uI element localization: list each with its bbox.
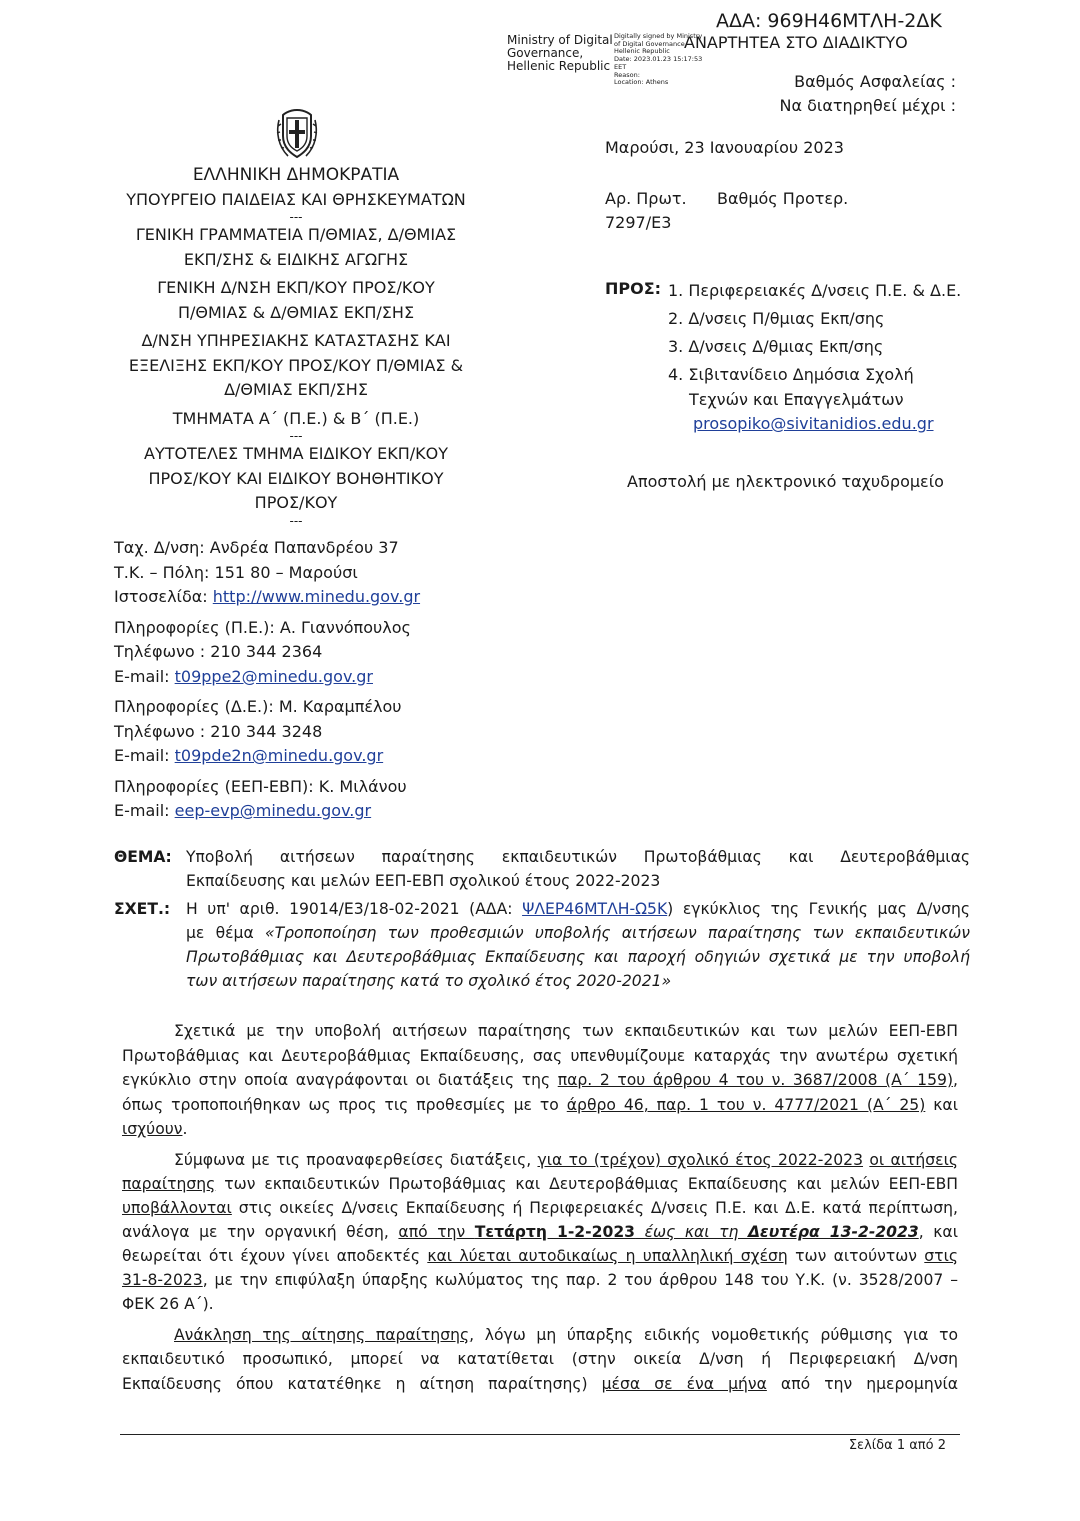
recipient-email-link[interactable]: prosopiko@sivitanidios.edu.gr: [693, 414, 934, 433]
related-line: Πρωτοβάθμιας και Δευτεροβάθμιας Εκπαίδευσης και παροχή οδηγιών σχετικά με την υποβολή: [186, 948, 970, 966]
directorate-line: Δ/ΘΜΙΑΣ ΕΚΠ/ΣΗΣ: [224, 380, 368, 399]
footer-rule: [120, 1434, 960, 1435]
related-line: [186, 921, 970, 946]
para3-line: εκπαιδευτικό προσωπικό, μπορεί να κατατίθεται (στην οικεία Δ/νση ή Περιφερειακή Δ/νση: [122, 1350, 958, 1368]
para1-line: [122, 1068, 958, 1093]
para2-emphasis: στις: [924, 1247, 958, 1265]
para3-line: [122, 1372, 958, 1397]
para3-text: , λόγω μη ύπαρξης ειδικής νομοθετικής ρύθμισης για το: [469, 1326, 959, 1344]
email-de-link[interactable]: t09pde2n@minedu.gov.gr: [174, 746, 384, 765]
security-grade: Βαθμός Ασφαλείας :: [794, 72, 956, 91]
directorate-line: Δ/ΝΣΗ ΥΠΗΡΕΣΙΑΚΗΣ ΚΑΤΑΣΤΑΣΗΣ ΚΑΙ: [141, 331, 451, 350]
signature-stamp-line: EET: [614, 62, 627, 71]
para2-start-date: Τετάρτη 1-2-2023: [474, 1223, 636, 1241]
signature-stamp-line: Digitally signed by Ministry: [614, 32, 703, 40]
info-de: Πληροφορίες (Δ.Ε.): Μ. Καραμπέλου: [114, 697, 402, 716]
para3-text: Εκπαίδευσης όπου κατατέθηκε η αίτηση παραίτησης): [122, 1375, 602, 1393]
related-line: των αιτήσεων παραίτησης κατά το σχολικό έτος 2020-2021»: [186, 972, 672, 990]
separator: ---: [289, 513, 303, 528]
para2-emphasis: παραίτησης: [122, 1175, 216, 1193]
para2-text: , με την επιφύλαξη ύπαρξης κωλύματος της παρ. 2 του άρθρου 148 του Υ.Κ. (ν. 3528/2007 –: [202, 1271, 958, 1289]
signature-stamp-line: Reason:: [614, 70, 640, 79]
independent-dept-line: ΠΡΟΣ/ΚΟΥ: [254, 493, 338, 512]
subject-line: Υποβολή αιτήσεων παραίτησης εκπαιδευτικών Πρωτοβάθμιας και Δευτεροβάθμιας: [186, 848, 970, 866]
independent-dept-line: ΑΥΤΟΤΕΛΕΣ ΤΜΗΜΑ ΕΙΔΙΚΟΥ ΕΚΠ/ΚΟΥ: [144, 444, 448, 463]
email-eep-row: [114, 799, 534, 824]
para1-line: Σχετικά με την υποβολή αιτήσεων παραίτησης των εκπαιδευτικών και των μελών ΕΕΠ-ΕΒΠ: [174, 1022, 958, 1040]
para2-text: των εκπαιδευτικών Πρωτοβάθμιας και Δευτεροβάθμιας Εκπαίδευσης και μελών ΕΕΠ-ΕΒΠ: [215, 1175, 958, 1193]
country-name: ΕΛΛΗΝΙΚΗ ΔΗΜΟΚΡΑΤΙΑ: [192, 165, 400, 185]
postcode-city: Τ.Κ. – Πόλη: 151 80 – Μαρούσι: [114, 562, 358, 582]
para2-line: [122, 1268, 958, 1293]
related-ada-link[interactable]: ΨΛΕΡ46ΜΤΛΗ-Ω5Κ: [522, 900, 668, 918]
para1-text: εγκύκλιο στην οποία αναγράφονται οι διατάξεις της: [122, 1071, 558, 1089]
digital-signature-org: [507, 34, 613, 73]
greek-emblem-icon: [274, 106, 320, 162]
phone-pe: Τηλέφωνο : 210 344 2364: [114, 642, 323, 661]
signature-stamp-line: Date: 2023.01.23 15:17:53: [614, 55, 703, 64]
sender-header: [106, 163, 486, 527]
email-label: E-mail:: [114, 746, 175, 765]
signature-org-line: Governance,: [507, 46, 584, 60]
page-number: Σελίδα 1 από 2: [848, 1438, 946, 1453]
email-label: E-mail:: [114, 666, 175, 686]
related-line: [186, 897, 970, 922]
para3-text: από την ημερομηνία: [766, 1375, 958, 1393]
para3-emphasis: Ανάκληση της αίτησης παραίτησης: [174, 1326, 470, 1344]
protocol-number: 7297/Ε3: [605, 213, 672, 232]
para2-end-date: Δευτέρα 13-2-2023: [747, 1223, 919, 1241]
related-label: ΣΧΕΤ.:: [114, 900, 171, 918]
recipients-list: [668, 277, 988, 437]
para1-line: [122, 1093, 958, 1118]
para2-date-range: έως και τη: [635, 1223, 748, 1241]
email-de-row: [114, 744, 534, 769]
para1-line: [122, 1117, 187, 1142]
priority-label: Βαθμός Προτερ.: [717, 189, 849, 208]
para1-text: ισχύουν: [122, 1120, 183, 1138]
para2-text: θεωρείται ότι έχουν γίνει αποδεκτές: [122, 1247, 428, 1265]
para3-line: [174, 1323, 958, 1348]
related-text: με θέμα: [186, 924, 265, 942]
para1-text: και: [925, 1096, 958, 1114]
gen-directorate-line: ΓΕΝΙΚΗ Δ/ΝΣΗ ΕΚΠ/ΚΟΥ ΠΡΟΣ/ΚΟΥ: [157, 278, 435, 297]
para2-line: ΦΕΚ 26 Α΄).: [122, 1295, 214, 1313]
phone-de: Τηλέφωνο : 210 344 3248: [114, 721, 323, 741]
signature-org-line: Ministry of Digital: [507, 33, 613, 47]
protocol-label: Αρ. Πρωτ.: [605, 189, 687, 208]
para2-text: , και: [918, 1223, 958, 1241]
signature-stamp-line: Location: Athens: [614, 78, 669, 87]
website-link[interactable]: http://www.minedu.gov.gr: [212, 587, 421, 606]
para2-date-range: από την: [398, 1223, 475, 1241]
related-title: «Τροποποίηση των προθεσμιών υποβολής αιτήσεων παραίτησης των εκπαιδευτικών: [264, 924, 971, 942]
recipient-item: 4. Σιβιτανίδειο Δημόσια Σχολή: [668, 365, 914, 384]
contact-details: [114, 536, 534, 824]
para2-text: ανάλογα με την οργανική θέση,: [122, 1223, 399, 1241]
para1-line: Πρωτοβάθμιας και Δευτεροβάθμιας Εκπαίδευσης, σας υπενθυμίζουμε καταρχάς την ανωτέρω σχετική: [122, 1047, 958, 1065]
related-text: Η υπ' αριθ. 19014/Ε3/18-02-2021 (ΑΔΑ:: [186, 900, 523, 918]
address: Ταχ. Δ/νση: Ανδρέα Παπανδρέου 37: [114, 538, 399, 557]
para2-line: [122, 1196, 958, 1221]
para1-text: όπως τροποποιήθηκαν ως προς τις προθεσμίες με το: [122, 1096, 567, 1114]
recipient-item: 2. Δ/νσεις Π/θμιας Εκπ/σης: [668, 309, 885, 328]
para1-text: .: [182, 1120, 188, 1138]
delivery-note: Αποστολή με ηλεκτρονικό ταχυδρομείο: [627, 472, 944, 491]
info-pe: Πληροφορίες (Π.Ε.): Α. Γιαννόπουλος: [114, 617, 411, 637]
departments: ΤΜΗΜΑΤΑ Α΄ (Π.Ε.) & Β΄ (Π.Ε.): [172, 408, 420, 428]
recipient-email-row: [668, 411, 988, 437]
recipient-item: Τεχνών και Επαγγελμάτων: [689, 390, 904, 409]
signature-org-line: Hellenic Republic: [507, 59, 611, 73]
directorate-line: ΕΞΕΛΙΞΗΣ ΕΚΠ/ΚΟΥ ΠΡΟΣ/ΚΟΥ Π/ΘΜΙΑΣ &: [128, 355, 464, 375]
para2-emphasis: για το (τρέχον) σχολικό έτος 2022-2023: [537, 1151, 864, 1169]
para1-text: ,: [953, 1071, 958, 1089]
subject-line: Εκπαίδευσης και μελών ΕΕΠ-ΕΒΠ σχολικού έτους 2022-2023: [186, 872, 661, 890]
signature-stamp-line: of Digital Governance,: [614, 39, 687, 48]
para2-emphasis: οι αιτήσεις: [869, 1151, 959, 1169]
para2-text: στις οικείες Δ/νσεις Εκπαίδευσης ή Περιφερειακές Δ/νσεις Π.Ε. και Δ.Ε. κατά περίπτωση,: [231, 1199, 958, 1217]
post-notice: ΑΝΑΡΤΗΤΕΑ ΣΤΟ ΔΙΑΔΙΚΤΥΟ: [684, 33, 908, 52]
website-label: Ιστοσελίδα:: [114, 587, 213, 606]
email-eep-link[interactable]: eep-evp@minedu.gov.gr: [174, 801, 372, 820]
para2-line: [174, 1148, 958, 1173]
para2-emphasis: και λύεται αυτοδικαίως η υπαλληλική σχέση: [427, 1247, 788, 1265]
para1-law-ref: άρθρο 46, παρ. 1 του ν. 4777/2021 (Α΄ 25): [566, 1096, 926, 1114]
keep-until: Να διατηρηθεί μέχρι :: [779, 96, 956, 115]
para3-emphasis: μέσα σε ένα μήνα: [601, 1375, 767, 1393]
para2-line: [122, 1172, 958, 1197]
email-pe-row: [114, 665, 534, 690]
independent-dept-line: ΠΡΟΣ/ΚΟΥ ΚΑΙ ΕΙΔΙΚΟΥ ΒΟΗΘΗΤΙΚΟΥ: [148, 468, 444, 488]
para2-emphasis: 31-8-2023: [122, 1271, 203, 1289]
recipient-item: 1. Περιφερειακές Δ/νσεις Π.Ε. & Δ.Ε.: [668, 281, 962, 300]
ada-code: ΑΔΑ: 969Η46ΜΤΛΗ-2ΔΚ: [716, 10, 942, 32]
gen-secretariat-line: ΕΚΠ/ΣΗΣ & ΕΙΔΙΚΗΣ ΑΓΩΓΗΣ: [183, 249, 409, 269]
separator: ---: [289, 429, 303, 443]
para1-law-ref: παρ. 2 του άρθρου 4 του ν. 3687/2008 (Α΄ 159): [557, 1071, 954, 1089]
gen-directorate-line: Π/ΘΜΙΑΣ & Δ/ΘΜΙΑΣ ΕΚΠ/ΣΗΣ: [177, 302, 415, 322]
website-row: [114, 585, 534, 610]
email-label: E-mail:: [114, 801, 175, 820]
para2-emphasis: υποβάλλονται: [122, 1199, 232, 1217]
coat-of-arms-emblem: [274, 106, 320, 162]
signature-stamp-line: Hellenic Republic: [614, 47, 670, 56]
subject-label: ΘΕΜΑ:: [114, 848, 172, 866]
gen-secretariat-line: ΓΕΝΙΚΗ ΓΡΑΜΜΑΤΕΙΑ Π/ΘΜΙΑΣ, Δ/ΘΜΙΑΣ: [135, 225, 457, 244]
para2-text: των αιτούντων: [787, 1247, 925, 1265]
related-text: ) εγκύκλιος της Γενικής μας Δ/νσης: [667, 900, 970, 918]
para2-text: Σύμφωνα με τις προαναφερθείσες διατάξεις,: [174, 1151, 538, 1169]
to-label: ΠΡΟΣ:: [605, 279, 662, 298]
recipient-item: 3. Δ/νσεις Δ/θμιας Εκπ/σης: [668, 337, 884, 356]
email-pe-link[interactable]: t09ppe2@minedu.gov.gr: [174, 666, 373, 686]
info-eep: Πληροφορίες (ΕΕΠ-ΕΒΠ): Κ. Μιλάνου: [114, 776, 407, 796]
para2-line: [122, 1220, 958, 1245]
para2-line: [122, 1244, 958, 1269]
separator: ---: [289, 210, 303, 224]
date-line: Μαρούσι, 23 Ιανουαρίου 2023: [605, 138, 844, 157]
ministry-name: ΥΠΟΥΡΓΕΙΟ ΠΑΙΔΕΙΑΣ ΚΑΙ ΘΡΗΣΚΕΥΜΑΤΩΝ: [126, 189, 466, 209]
